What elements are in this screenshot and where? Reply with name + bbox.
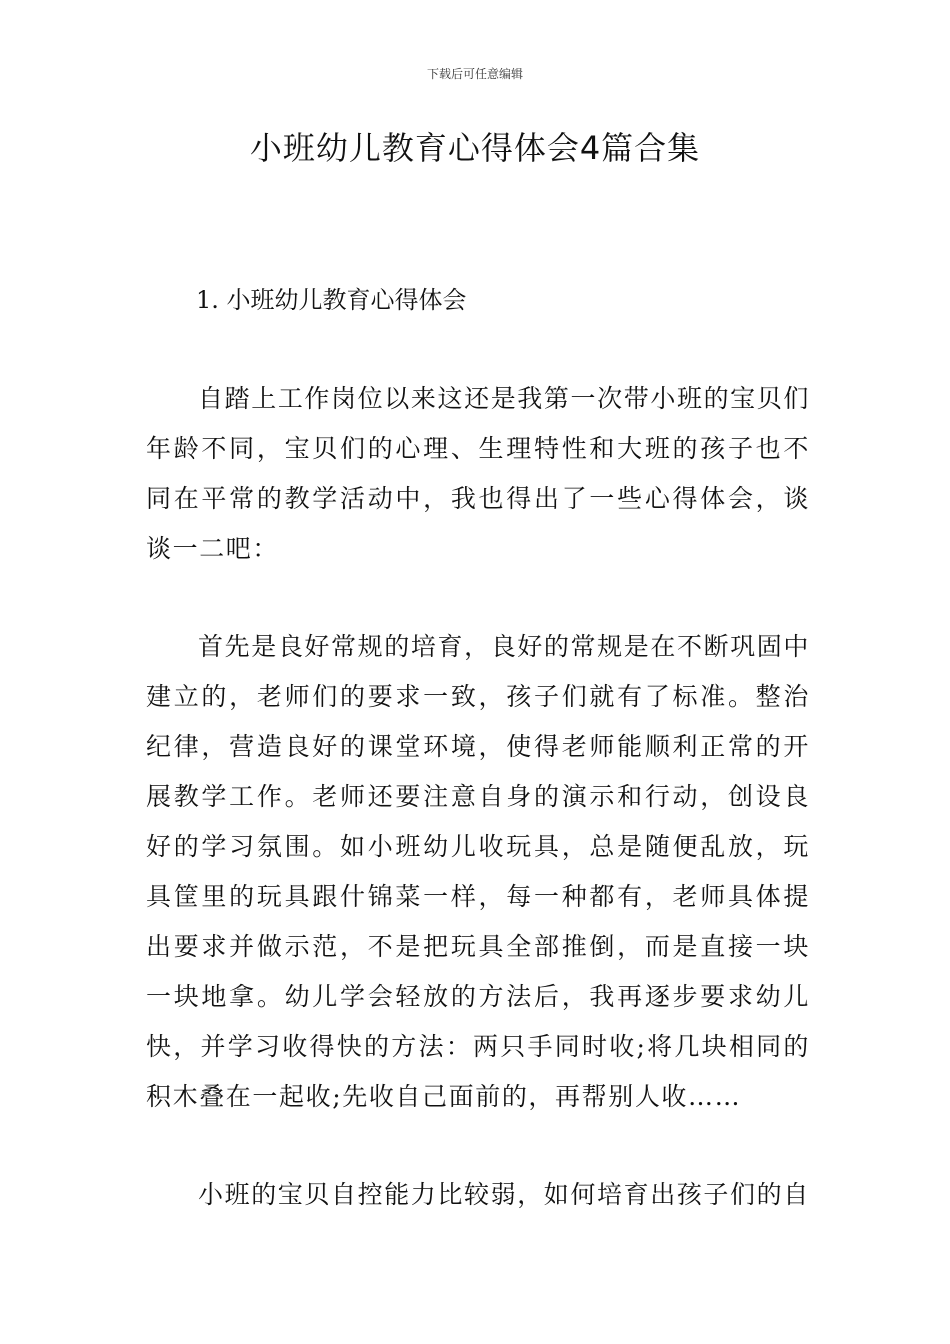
body-paragraph-1: 自踏上工作岗位以来这还是我第一次带小班的宝贝们年龄不同，宝贝们的心理、生理特性和大班的孩子也不同在平常的教学活动中，我也得出了一些心得体会，谈谈一二吧： — [146, 384, 810, 563]
section-heading: 1. 小班幼儿教育心得体会 — [196, 286, 467, 314]
body-paragraph-3: 小班的宝贝自控能力比较弱，如何培育出孩子们的自 — [198, 1180, 810, 1209]
document-title: 小班幼儿教育心得体会4篇合集 — [249, 129, 701, 167]
body-paragraph-2: 首先是良好常规的培育，良好的常规是在不断巩固中建立的，老师们的要求一致，孩子们就有了标准。整治纪律，营造良好的课堂环境，使得老师能顺利正常的开展教学工作。老师还要注意自身的演示和行动，创设良好的学习氛围。如小班幼儿收玩具，总是随便乱放，玩具筐里的玩具跟什锦菜一样，每一种都有，老师具体提出要求并做示范，不是把玩具全部推倒，而是直接一块一块地拿。幼儿学会轻放的方法后，我再逐步要求幼儿快，并学习收得快的方法：两只手同时收;将几块相同的积木叠在一起收;先收自己面前的，再帮别人收…… — [146, 632, 810, 1111]
header-note: 下载后可任意编辑 — [426, 67, 523, 81]
